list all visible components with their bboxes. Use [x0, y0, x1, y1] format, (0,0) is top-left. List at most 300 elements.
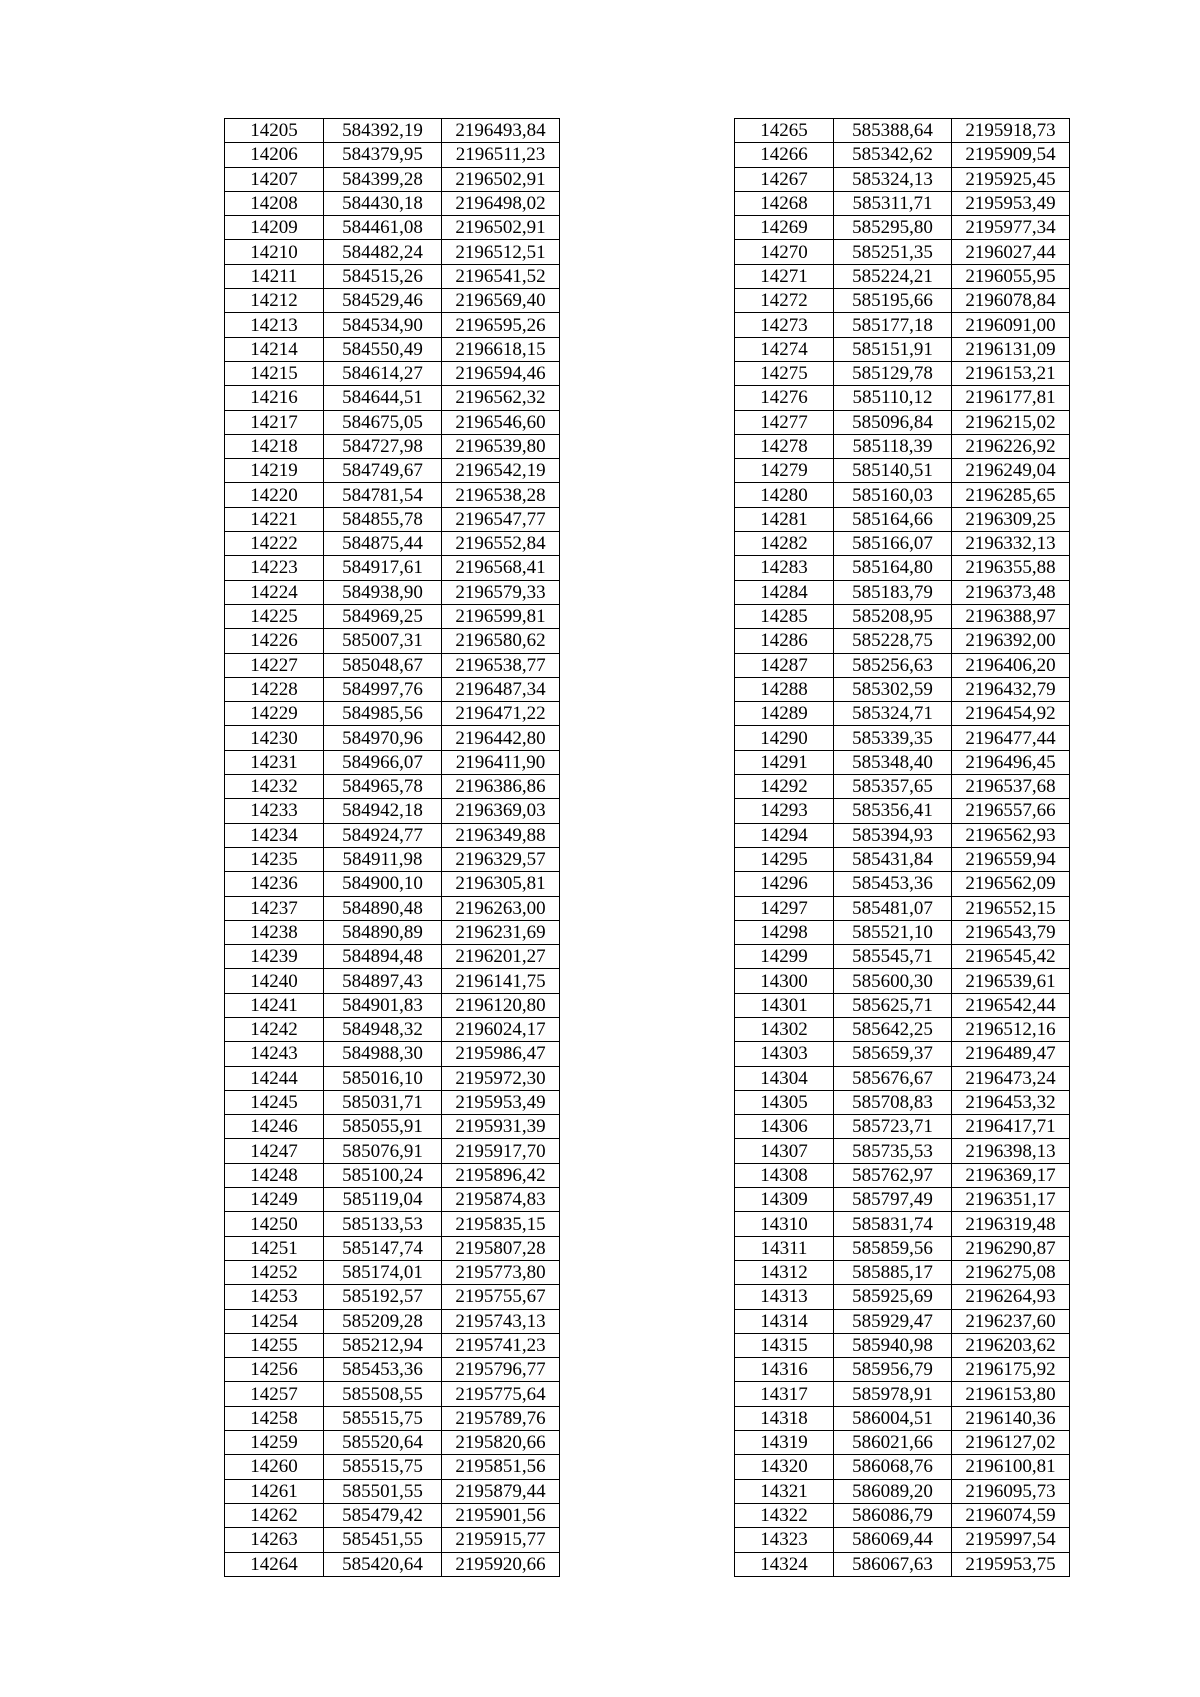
point-number-cell: 14318: [735, 1406, 834, 1430]
point-number-cell: 14277: [735, 410, 834, 434]
x-coordinate-cell: 584942,18: [324, 799, 442, 823]
point-number-cell: 14244: [225, 1066, 324, 1090]
x-coordinate-cell: 585177,18: [834, 313, 952, 337]
y-coordinate-cell: 2196542,19: [442, 459, 560, 483]
table-row: [735, 896, 1070, 920]
point-number-cell: 14228: [225, 677, 324, 701]
y-coordinate-cell: 2196542,44: [952, 993, 1070, 1017]
table-row: [225, 1528, 560, 1552]
y-coordinate-cell: 2195925,45: [952, 167, 1070, 191]
x-coordinate-cell: 585342,62: [834, 143, 952, 167]
point-number-cell: 14213: [225, 313, 324, 337]
point-number-cell: 14235: [225, 847, 324, 871]
y-coordinate-cell: 2196177,81: [952, 386, 1070, 410]
table-row: [225, 629, 560, 653]
x-coordinate-cell: 585295,80: [834, 216, 952, 240]
x-coordinate-cell: 585016,10: [324, 1066, 442, 1090]
y-coordinate-cell: 2196406,20: [952, 653, 1070, 677]
point-number-cell: 14217: [225, 410, 324, 434]
y-coordinate-cell: 2195909,54: [952, 143, 1070, 167]
y-coordinate-cell: 2196127,02: [952, 1431, 1070, 1455]
x-coordinate-cell: 585048,67: [324, 653, 442, 677]
y-coordinate-cell: 2196305,81: [442, 872, 560, 896]
y-coordinate-cell: 2196539,61: [952, 969, 1070, 993]
table-row: [735, 823, 1070, 847]
point-number-cell: 14211: [225, 264, 324, 288]
point-number-cell: 14261: [225, 1479, 324, 1503]
x-coordinate-cell: 584430,18: [324, 191, 442, 215]
table-row: [735, 799, 1070, 823]
y-coordinate-cell: 2195953,49: [442, 1090, 560, 1114]
table-row: [735, 1212, 1070, 1236]
y-coordinate-cell: 2196579,33: [442, 580, 560, 604]
table-row: [225, 1212, 560, 1236]
table-row: [735, 483, 1070, 507]
point-number-cell: 14275: [735, 361, 834, 385]
x-coordinate-cell: 585031,71: [324, 1090, 442, 1114]
x-coordinate-cell: 584969,25: [324, 604, 442, 628]
x-coordinate-cell: 585600,30: [834, 969, 952, 993]
table-row: [225, 556, 560, 580]
table-row: [225, 1333, 560, 1357]
point-number-cell: 14250: [225, 1212, 324, 1236]
x-coordinate-cell: 584675,05: [324, 410, 442, 434]
point-number-cell: 14262: [225, 1503, 324, 1527]
y-coordinate-cell: 2195879,44: [442, 1479, 560, 1503]
y-coordinate-cell: 2196580,62: [442, 629, 560, 653]
table-row: [225, 143, 560, 167]
y-coordinate-cell: 2195977,34: [952, 216, 1070, 240]
x-coordinate-cell: 584890,48: [324, 896, 442, 920]
y-coordinate-cell: 2195755,67: [442, 1285, 560, 1309]
y-coordinate-cell: 2196487,34: [442, 677, 560, 701]
y-coordinate-cell: 2196078,84: [952, 289, 1070, 313]
x-coordinate-cell: 585192,57: [324, 1285, 442, 1309]
x-coordinate-cell: 585212,94: [324, 1333, 442, 1357]
x-coordinate-cell: 586004,51: [834, 1406, 952, 1430]
y-coordinate-cell: 2196091,00: [952, 313, 1070, 337]
x-coordinate-cell: 585007,31: [324, 629, 442, 653]
point-number-cell: 14214: [225, 337, 324, 361]
table-row: [225, 969, 560, 993]
y-coordinate-cell: 2196417,71: [952, 1115, 1070, 1139]
table-row: [735, 677, 1070, 701]
y-coordinate-cell: 2196541,52: [442, 264, 560, 288]
table-row: [735, 1285, 1070, 1309]
y-coordinate-cell: 2195773,80: [442, 1260, 560, 1284]
table-row: [735, 847, 1070, 871]
x-coordinate-cell: 585885,17: [834, 1260, 952, 1284]
table-row: [735, 313, 1070, 337]
y-coordinate-cell: 2196562,09: [952, 872, 1070, 896]
x-coordinate-cell: 584965,78: [324, 775, 442, 799]
point-number-cell: 14205: [225, 119, 324, 143]
x-coordinate-cell: 584970,96: [324, 726, 442, 750]
point-number-cell: 14255: [225, 1333, 324, 1357]
y-coordinate-cell: 2196226,92: [952, 434, 1070, 458]
x-coordinate-cell: 586067,63: [834, 1552, 952, 1576]
point-number-cell: 14237: [225, 896, 324, 920]
x-coordinate-cell: 585453,36: [324, 1358, 442, 1382]
x-coordinate-cell: 584911,98: [324, 847, 442, 871]
point-number-cell: 14300: [735, 969, 834, 993]
table-row: [225, 216, 560, 240]
x-coordinate-cell: 585929,47: [834, 1309, 952, 1333]
point-number-cell: 14230: [225, 726, 324, 750]
table-row: [735, 240, 1070, 264]
y-coordinate-cell: 2195851,56: [442, 1455, 560, 1479]
y-coordinate-cell: 2196539,80: [442, 434, 560, 458]
x-coordinate-cell: 586089,20: [834, 1479, 952, 1503]
x-coordinate-cell: 584550,49: [324, 337, 442, 361]
table-row: [735, 264, 1070, 288]
y-coordinate-cell: 2196055,95: [952, 264, 1070, 288]
x-coordinate-cell: 585676,67: [834, 1066, 952, 1090]
x-coordinate-cell: 585420,64: [324, 1552, 442, 1576]
y-coordinate-cell: 2196309,25: [952, 507, 1070, 531]
y-coordinate-cell: 2196369,17: [952, 1163, 1070, 1187]
table-row: [225, 920, 560, 944]
table-row: [225, 386, 560, 410]
table-row: [225, 1017, 560, 1041]
point-number-cell: 14221: [225, 507, 324, 531]
y-coordinate-cell: 2196493,84: [442, 119, 560, 143]
y-coordinate-cell: 2196537,68: [952, 775, 1070, 799]
y-coordinate-cell: 2195807,28: [442, 1236, 560, 1260]
y-coordinate-cell: 2196131,09: [952, 337, 1070, 361]
table-row: [735, 143, 1070, 167]
point-number-cell: 14270: [735, 240, 834, 264]
x-coordinate-cell: 585224,21: [834, 264, 952, 288]
y-coordinate-cell: 2196095,73: [952, 1479, 1070, 1503]
table-row: [735, 1309, 1070, 1333]
x-coordinate-cell: 585625,71: [834, 993, 952, 1017]
y-coordinate-cell: 2196175,92: [952, 1358, 1070, 1382]
point-number-cell: 14282: [735, 532, 834, 556]
table-row: [225, 1358, 560, 1382]
point-number-cell: 14266: [735, 143, 834, 167]
x-coordinate-cell: 585055,91: [324, 1115, 442, 1139]
x-coordinate-cell: 584614,27: [324, 361, 442, 385]
x-coordinate-cell: 585431,84: [834, 847, 952, 871]
table-row: [735, 434, 1070, 458]
point-number-cell: 14258: [225, 1406, 324, 1430]
table-row: [225, 1309, 560, 1333]
x-coordinate-cell: 585659,37: [834, 1042, 952, 1066]
x-coordinate-cell: 584727,98: [324, 434, 442, 458]
table-row: [225, 1552, 560, 1576]
point-number-cell: 14234: [225, 823, 324, 847]
point-number-cell: 14243: [225, 1042, 324, 1066]
table-row: [225, 896, 560, 920]
x-coordinate-cell: 585394,93: [834, 823, 952, 847]
table-row: [735, 969, 1070, 993]
table-row: [735, 556, 1070, 580]
point-number-cell: 14253: [225, 1285, 324, 1309]
y-coordinate-cell: 2196100,81: [952, 1455, 1070, 1479]
y-coordinate-cell: 2196471,22: [442, 702, 560, 726]
table-row: [735, 702, 1070, 726]
y-coordinate-cell: 2196618,15: [442, 337, 560, 361]
x-coordinate-cell: 584379,95: [324, 143, 442, 167]
point-number-cell: 14222: [225, 532, 324, 556]
x-coordinate-cell: 585545,71: [834, 945, 952, 969]
y-coordinate-cell: 2195915,77: [442, 1528, 560, 1552]
x-coordinate-cell: 584938,90: [324, 580, 442, 604]
point-number-cell: 14219: [225, 459, 324, 483]
y-coordinate-cell: 2195789,76: [442, 1406, 560, 1430]
x-coordinate-cell: 585453,36: [834, 872, 952, 896]
y-coordinate-cell: 2195986,47: [442, 1042, 560, 1066]
point-number-cell: 14236: [225, 872, 324, 896]
point-number-cell: 14210: [225, 240, 324, 264]
table-row: [735, 993, 1070, 1017]
x-coordinate-cell: 585762,97: [834, 1163, 952, 1187]
x-coordinate-cell: 584985,56: [324, 702, 442, 726]
x-coordinate-cell: 585501,55: [324, 1479, 442, 1503]
point-number-cell: 14279: [735, 459, 834, 483]
table-row: [735, 1503, 1070, 1527]
table-row: [225, 361, 560, 385]
point-number-cell: 14289: [735, 702, 834, 726]
x-coordinate-cell: 584917,61: [324, 556, 442, 580]
table-row: [735, 775, 1070, 799]
y-coordinate-cell: 2196502,91: [442, 216, 560, 240]
table-row: [225, 483, 560, 507]
x-coordinate-cell: 586068,76: [834, 1455, 952, 1479]
x-coordinate-cell: 585164,66: [834, 507, 952, 531]
y-coordinate-cell: 2196568,41: [442, 556, 560, 580]
x-coordinate-cell: 585076,91: [324, 1139, 442, 1163]
point-number-cell: 14246: [225, 1115, 324, 1139]
x-coordinate-cell: 585133,53: [324, 1212, 442, 1236]
table-row: [735, 872, 1070, 896]
x-coordinate-cell: 585147,74: [324, 1236, 442, 1260]
x-coordinate-cell: 585118,39: [834, 434, 952, 458]
y-coordinate-cell: 2196231,69: [442, 920, 560, 944]
point-number-cell: 14254: [225, 1309, 324, 1333]
y-coordinate-cell: 2196552,84: [442, 532, 560, 556]
table-row: [225, 945, 560, 969]
y-coordinate-cell: 2196552,15: [952, 896, 1070, 920]
x-coordinate-cell: 584988,30: [324, 1042, 442, 1066]
table-row: [225, 313, 560, 337]
table-row: [735, 1188, 1070, 1212]
x-coordinate-cell: 584894,48: [324, 945, 442, 969]
x-coordinate-cell: 584890,89: [324, 920, 442, 944]
point-number-cell: 14252: [225, 1260, 324, 1284]
x-coordinate-cell: 585797,49: [834, 1188, 952, 1212]
x-coordinate-cell: 584461,08: [324, 216, 442, 240]
point-number-cell: 14322: [735, 1503, 834, 1527]
x-coordinate-cell: 585209,28: [324, 1309, 442, 1333]
x-coordinate-cell: 584948,32: [324, 1017, 442, 1041]
point-number-cell: 14288: [735, 677, 834, 701]
point-number-cell: 14247: [225, 1139, 324, 1163]
y-coordinate-cell: 2196237,60: [952, 1309, 1070, 1333]
table-row: [735, 580, 1070, 604]
y-coordinate-cell: 2196398,13: [952, 1139, 1070, 1163]
point-number-cell: 14299: [735, 945, 834, 969]
table-row: [735, 1236, 1070, 1260]
point-number-cell: 14271: [735, 264, 834, 288]
y-coordinate-cell: 2196559,94: [952, 847, 1070, 871]
table-row: [735, 604, 1070, 628]
y-coordinate-cell: 2196141,75: [442, 969, 560, 993]
table-row: [225, 1066, 560, 1090]
y-coordinate-cell: 2196569,40: [442, 289, 560, 313]
y-coordinate-cell: 2196153,80: [952, 1382, 1070, 1406]
x-coordinate-cell: 584875,44: [324, 532, 442, 556]
x-coordinate-cell: 585324,71: [834, 702, 952, 726]
x-coordinate-cell: 585520,64: [324, 1431, 442, 1455]
y-coordinate-cell: 2196074,59: [952, 1503, 1070, 1527]
x-coordinate-cell: 584901,83: [324, 993, 442, 1017]
x-coordinate-cell: 584529,46: [324, 289, 442, 313]
point-number-cell: 14272: [735, 289, 834, 313]
point-number-cell: 14281: [735, 507, 834, 531]
x-coordinate-cell: 586021,66: [834, 1431, 952, 1455]
point-number-cell: 14284: [735, 580, 834, 604]
y-coordinate-cell: 2195918,73: [952, 119, 1070, 143]
x-coordinate-cell: 585642,25: [834, 1017, 952, 1041]
x-coordinate-cell: 585096,84: [834, 410, 952, 434]
y-coordinate-cell: 2196538,28: [442, 483, 560, 507]
table-row: [735, 1260, 1070, 1284]
table-row: [225, 750, 560, 774]
table-row: [225, 532, 560, 556]
x-coordinate-cell: 585940,98: [834, 1333, 952, 1357]
table-row: [225, 337, 560, 361]
point-number-cell: 14302: [735, 1017, 834, 1041]
point-number-cell: 14280: [735, 483, 834, 507]
point-number-cell: 14274: [735, 337, 834, 361]
y-coordinate-cell: 2196349,88: [442, 823, 560, 847]
point-number-cell: 14249: [225, 1188, 324, 1212]
point-number-cell: 14257: [225, 1382, 324, 1406]
table-row: [225, 726, 560, 750]
x-coordinate-cell: 585925,69: [834, 1285, 952, 1309]
y-coordinate-cell: 2196203,62: [952, 1333, 1070, 1357]
x-coordinate-cell: 585978,91: [834, 1382, 952, 1406]
x-coordinate-cell: 584897,43: [324, 969, 442, 993]
point-number-cell: 14316: [735, 1358, 834, 1382]
table-row: [735, 216, 1070, 240]
coordinate-table-left: [224, 118, 560, 1577]
table-row: [225, 434, 560, 458]
table-row: [225, 1115, 560, 1139]
x-coordinate-cell: 585521,10: [834, 920, 952, 944]
table-row: [735, 1406, 1070, 1430]
y-coordinate-cell: 2196595,26: [442, 313, 560, 337]
point-number-cell: 14314: [735, 1309, 834, 1333]
table-row: [735, 361, 1070, 385]
y-coordinate-cell: 2196557,66: [952, 799, 1070, 823]
x-coordinate-cell: 584644,51: [324, 386, 442, 410]
table-row: [225, 993, 560, 1017]
x-coordinate-cell: 585515,75: [324, 1406, 442, 1430]
x-coordinate-cell: 584392,19: [324, 119, 442, 143]
table-row: [225, 191, 560, 215]
point-number-cell: 14269: [735, 216, 834, 240]
x-coordinate-cell: 585251,35: [834, 240, 952, 264]
point-number-cell: 14239: [225, 945, 324, 969]
x-coordinate-cell: 585311,71: [834, 191, 952, 215]
table-row: [225, 1188, 560, 1212]
point-number-cell: 14311: [735, 1236, 834, 1260]
point-number-cell: 14321: [735, 1479, 834, 1503]
point-number-cell: 14296: [735, 872, 834, 896]
y-coordinate-cell: 2196411,90: [442, 750, 560, 774]
point-number-cell: 14320: [735, 1455, 834, 1479]
table-row: [735, 1552, 1070, 1576]
point-number-cell: 14238: [225, 920, 324, 944]
y-coordinate-cell: 2196502,91: [442, 167, 560, 191]
x-coordinate-cell: 585388,64: [834, 119, 952, 143]
table-row: [225, 775, 560, 799]
y-coordinate-cell: 2196285,65: [952, 483, 1070, 507]
y-coordinate-cell: 2196369,03: [442, 799, 560, 823]
x-coordinate-cell: 584482,24: [324, 240, 442, 264]
table-row: [225, 1042, 560, 1066]
point-number-cell: 14287: [735, 653, 834, 677]
point-number-cell: 14291: [735, 750, 834, 774]
table-row: [225, 1431, 560, 1455]
table-row: [735, 1139, 1070, 1163]
y-coordinate-cell: 2196473,24: [952, 1066, 1070, 1090]
y-coordinate-cell: 2195896,42: [442, 1163, 560, 1187]
point-number-cell: 14323: [735, 1528, 834, 1552]
x-coordinate-cell: 585129,78: [834, 361, 952, 385]
point-number-cell: 14208: [225, 191, 324, 215]
x-coordinate-cell: 585339,35: [834, 726, 952, 750]
table-row: [225, 240, 560, 264]
y-coordinate-cell: 2196388,97: [952, 604, 1070, 628]
table-row: [735, 167, 1070, 191]
x-coordinate-cell: 585164,80: [834, 556, 952, 580]
table-row: [225, 1090, 560, 1114]
table-row: [735, 920, 1070, 944]
point-number-cell: 14223: [225, 556, 324, 580]
point-number-cell: 14241: [225, 993, 324, 1017]
point-number-cell: 14233: [225, 799, 324, 823]
table-row: [225, 167, 560, 191]
point-number-cell: 14278: [735, 434, 834, 458]
table-row: [225, 1382, 560, 1406]
x-coordinate-cell: 585195,66: [834, 289, 952, 313]
x-coordinate-cell: 584781,54: [324, 483, 442, 507]
y-coordinate-cell: 2196215,02: [952, 410, 1070, 434]
y-coordinate-cell: 2196249,04: [952, 459, 1070, 483]
point-number-cell: 14240: [225, 969, 324, 993]
point-number-cell: 14229: [225, 702, 324, 726]
x-coordinate-cell: 584749,67: [324, 459, 442, 483]
table-row: [225, 1455, 560, 1479]
x-coordinate-cell: 585166,07: [834, 532, 952, 556]
y-coordinate-cell: 2196454,92: [952, 702, 1070, 726]
y-coordinate-cell: 2196201,27: [442, 945, 560, 969]
point-number-cell: 14216: [225, 386, 324, 410]
table-row: [735, 945, 1070, 969]
x-coordinate-cell: 584924,77: [324, 823, 442, 847]
table-row: [735, 337, 1070, 361]
table-row: [225, 1139, 560, 1163]
table-row: [735, 726, 1070, 750]
table-row: [735, 289, 1070, 313]
table-row: [225, 702, 560, 726]
table-row: [735, 653, 1070, 677]
point-number-cell: 14273: [735, 313, 834, 337]
